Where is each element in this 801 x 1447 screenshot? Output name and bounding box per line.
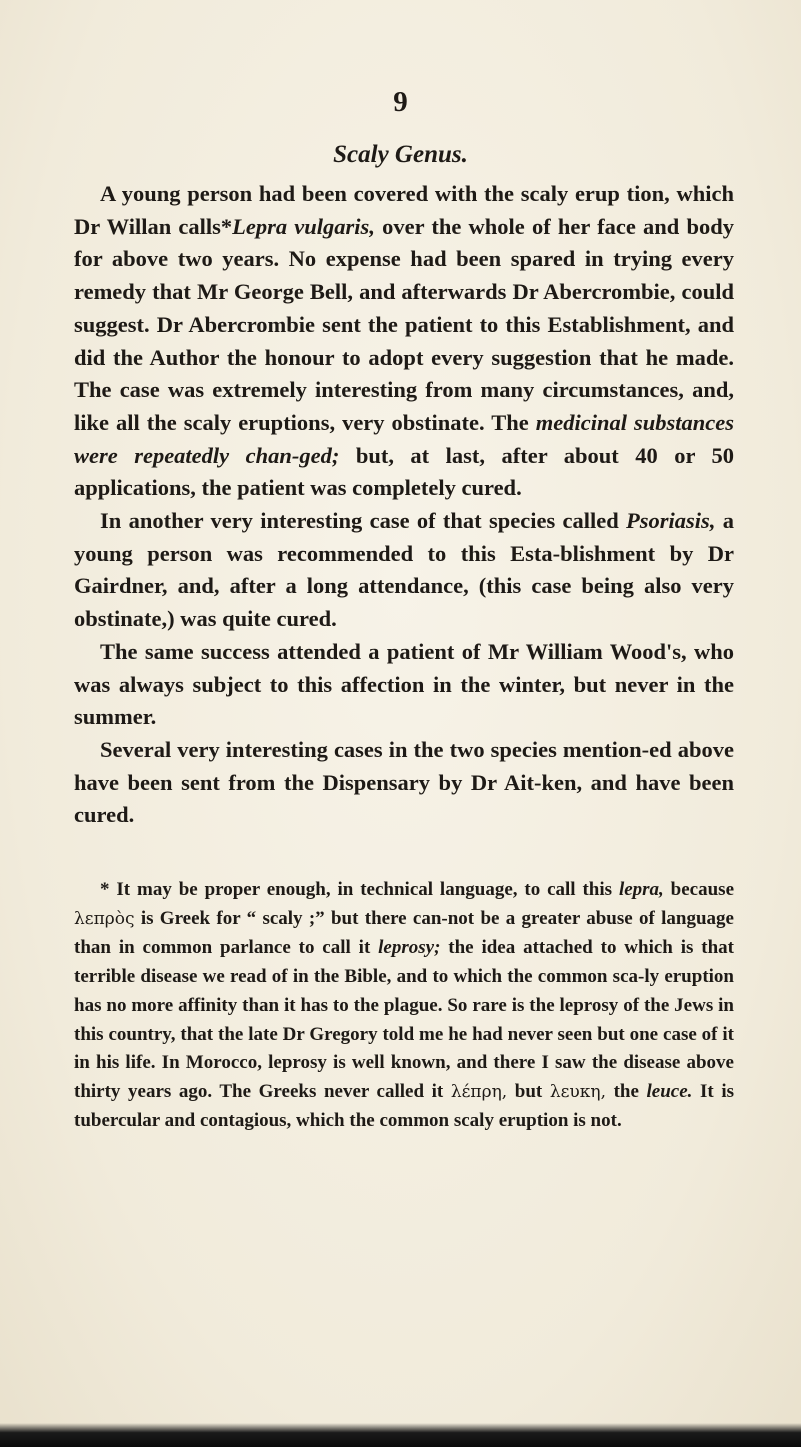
footnote-text-4: the idea attached to which is that terrible disease we read of in the Bible, and to which the common sca-ly eruption has no more affinity than it has to the plague. So rare is the leprosy of the Jews in this country, that the late Dr Gregory told me he had never seen but one case of it in his life. In Morocco, leprosy is well known, and there I saw the disease above thirty years ago. The Greeks never called it	[74, 936, 734, 1103]
body-text	[74, 178, 734, 832]
footnote-text-3: is Greek for “ scaly ;” but there can-not be a greater abuse of language than in common parlance to call it	[74, 907, 734, 958]
page-bottom-edge	[0, 1423, 801, 1447]
footnote-greek-3: λευκη,	[549, 1082, 606, 1103]
footnote-greek-2: λέπρη,	[450, 1082, 508, 1103]
footnote-text-5: but	[507, 1081, 550, 1103]
paragraph-1-text-1: A young person had been covered with the scaly erup tion, which Dr Willan calls	[74, 181, 734, 239]
footnote-text-2: because	[663, 879, 735, 900]
footnote-text-7: It is tubercular and contagious, which the common scaly eruption is not.	[74, 1081, 734, 1132]
footnote-paragraph	[74, 876, 734, 1136]
page-number: 9	[393, 86, 408, 118]
footnote-text-1: * It may be proper enough, in technical language, to call this	[100, 879, 619, 900]
paragraph-2-text-2: a young person was recommended to this Esta-blishment by Dr Gairdner, and, after a long attendance, (this case being also very obstinate,) was quite cured.	[74, 508, 735, 632]
footnote-greek-1: λεπρὸς	[74, 908, 135, 929]
footnote-italic-3: leuce.	[646, 1081, 693, 1103]
paragraph-4: Several very interesting cases in the two species mention-ed above have been sent from the Dispensary by Dr Ait-ken, and have been cured.	[74, 736, 734, 828]
footnote-italic-1: lepra,	[618, 879, 664, 900]
footnote-italic-2: leprosy;	[378, 936, 441, 958]
paragraph-1-text-2: over the whole of her face and body for above two years. No expense had been spared in trying every remedy that Mr George Bell, and afterwards Dr Abercrombie, could suggest. Dr Abercrombie sent the patient to this Establishment, and did the Author the honour to adopt every suggestion that he made. The case was extremely interesting from many circumstances, and, like all the scaly eruptions, very obstinate. The	[74, 213, 735, 435]
paragraph-2-italic-1: Psoriasis,	[626, 508, 716, 534]
footnote-marker: *	[220, 213, 233, 239]
paragraph-1-text-3: but, at last, after about 40 or 50 applications, the patient was completely cured.	[74, 442, 734, 501]
footnote-text-6: the	[605, 1081, 647, 1103]
paragraph-1	[74, 178, 734, 505]
footnote	[74, 876, 734, 1136]
paragraph-1-italic-2: medicinal substances were repeatedly chan-ged;	[74, 409, 734, 468]
paragraph-2-text-1: In another very interesting case of that species called	[100, 508, 627, 534]
paragraph-2	[74, 505, 734, 636]
paragraph-3: The same success attended a patient of Mr William Wood's, who was always subject to this affection in the winter, but never in the summer.	[74, 638, 734, 730]
section-heading: Scaly Genus.	[333, 141, 468, 168]
paragraph-1-italic-1: Lepra vulgaris,	[232, 213, 375, 239]
